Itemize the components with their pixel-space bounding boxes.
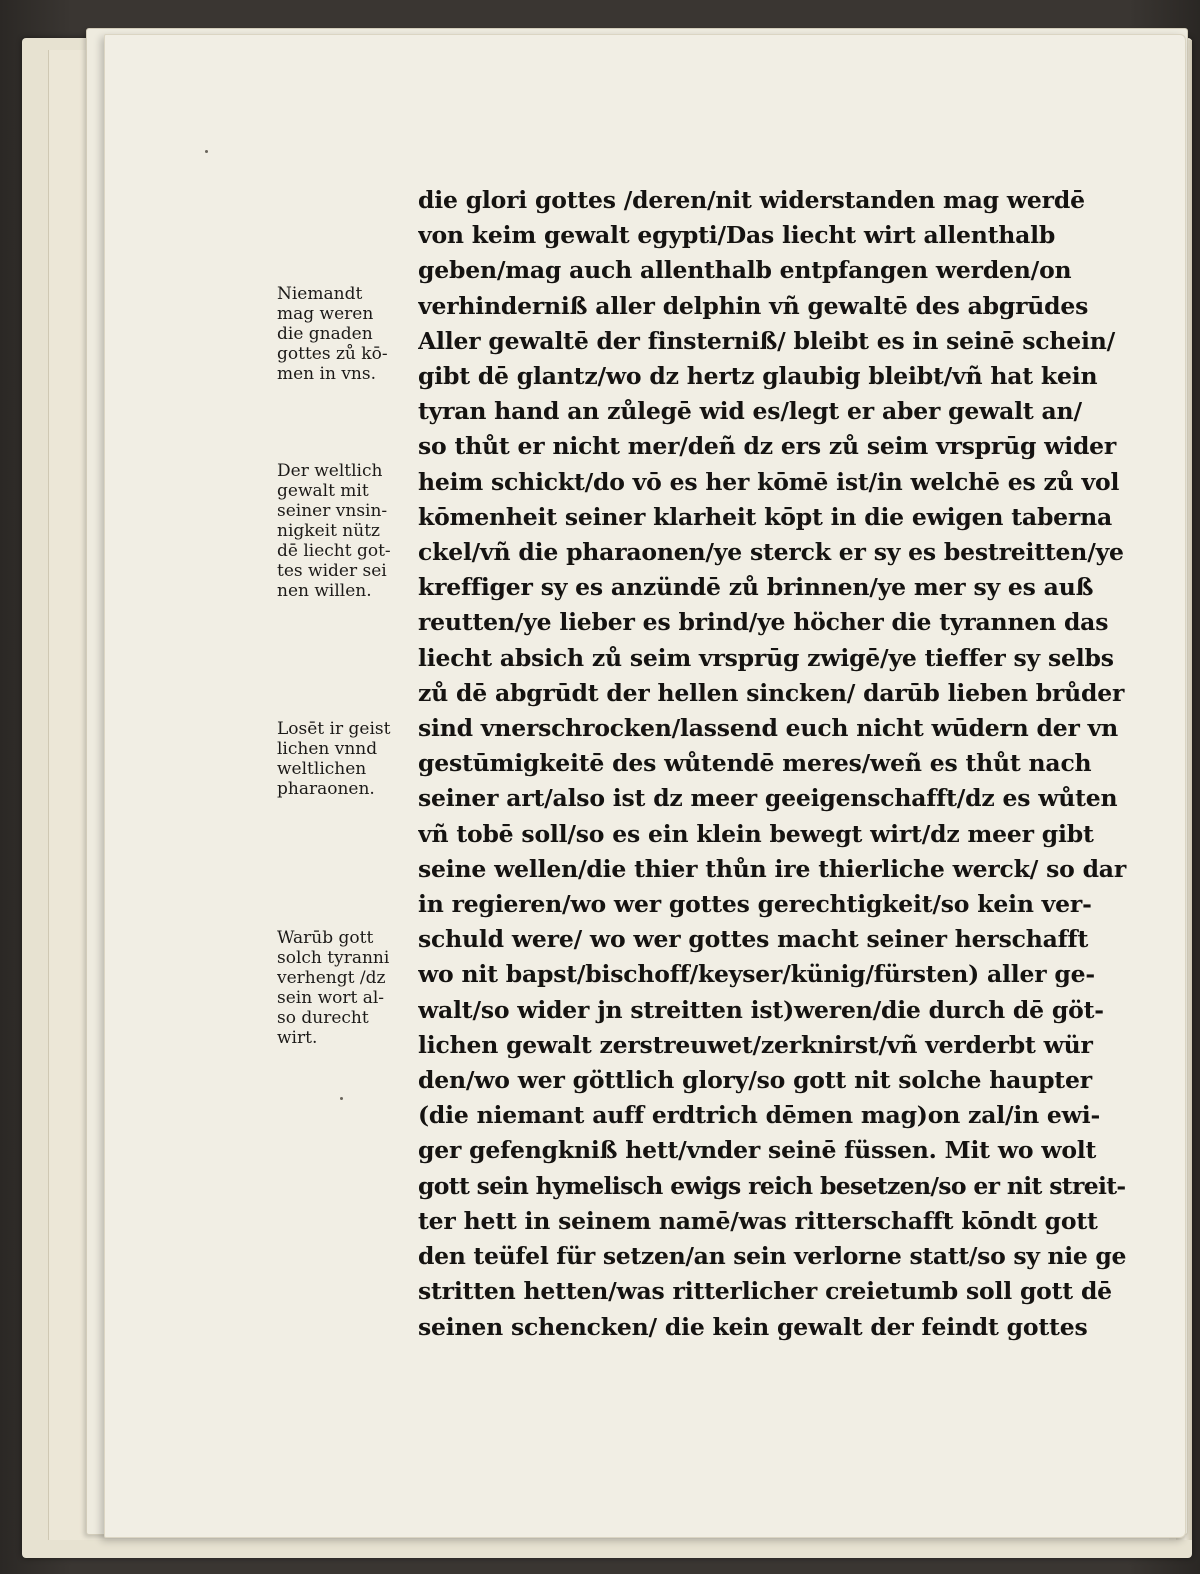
text-line: den/wo wer göttlich glory/so gott nit solche haupter <box>418 1066 1092 1095</box>
text-line: in regieren/wo wer gottes gerechtigkeit/so kein ver- <box>418 890 1092 919</box>
marginal-note-line: gewalt mit <box>277 481 369 501</box>
text-line: reutten/ye lieber es brind/ye höcher die tyrannen das <box>418 608 1109 637</box>
text-line: verhinderniß aller delphin vñ gewaltē des abgrūdes <box>418 291 1089 320</box>
text-line: wo nit bapst/bischoff/keyser/künig/fürsten) aller ge- <box>418 960 1095 989</box>
marginal-note-line: nigkeit nütz <box>277 521 380 541</box>
text-line: seinen schencken/ die kein gewalt der feindt gottes <box>418 1312 1088 1341</box>
marginal-note-line: seiner vnsin- <box>277 501 388 521</box>
text-line: gibt dē glantz/wo dz hertz glaubig bleibt/vñ hat kein <box>418 362 1098 391</box>
text-line: zů dē abgrūdt der hellen sincken/ darūb lieben brůder <box>418 678 1125 707</box>
marginal-note-line: so durecht <box>277 1008 369 1028</box>
marginal-note-line: verhengt /dz <box>277 968 386 988</box>
text-line: von keim gewalt egypti/Das liecht wirt allenthalb <box>418 221 1056 250</box>
marginal-note-4 <box>277 928 407 1048</box>
text-line: geben/mag auch allenthalb entpfangen werden/on <box>418 256 1072 285</box>
marginal-note-line: tes wider sei <box>277 561 387 581</box>
main-text-block <box>418 183 1128 1345</box>
text-line: den teüfel für setzen/an sein verlorne statt/so sy nie ge <box>418 1242 1127 1271</box>
marginal-note-line: men in vns. <box>277 364 377 384</box>
text-line: ckel/vñ die pharaonen/ye sterck er sy es bestreitten/ye <box>418 538 1124 567</box>
text-line: lichen gewalt zerstreuwet/zerknirst/vñ verderbt wür <box>418 1030 1093 1059</box>
marginal-note-line: Losēt ir geist <box>277 719 391 739</box>
marginal-note-1 <box>277 284 407 384</box>
marginal-note-line: Warūb gott <box>277 928 374 948</box>
text-line: stritten hetten/was ritterlicher creietumb soll gott dē <box>418 1277 1112 1306</box>
text-line: heim schickt/do vō es her kōmē ist/in welchē es zů vol <box>418 467 1120 496</box>
marginal-note-line: gottes zů kō- <box>277 344 388 364</box>
marginal-note-line: wirt. <box>277 1028 318 1048</box>
marginal-note-line: nen willen. <box>277 581 372 601</box>
text-line: schuld were/ wo wer gottes macht seiner herschafft <box>418 925 1089 954</box>
paper-speck <box>340 1097 343 1100</box>
marginal-note-line: pharaonen. <box>277 779 375 799</box>
marginal-note-2 <box>277 461 407 601</box>
marginal-note-line: dē liecht got- <box>277 541 391 561</box>
text-line: gott sein hymelisch ewigs reich besetzen/so er nit streit- <box>418 1171 1126 1200</box>
marginal-note-line: sein wort al- <box>277 988 385 1008</box>
text-line: sind vnerschrocken/lassend euch nicht wūdern der vn <box>418 714 1118 743</box>
marginal-note-line: Der weltlich <box>277 461 383 481</box>
marginal-note-line: lichen vnnd <box>277 739 378 759</box>
text-line: seiner art/also ist dz meer geeigenschafft/dz es wůten <box>418 784 1118 813</box>
marginal-note-line: solch tyranni <box>277 948 390 968</box>
text-line: kōmenheit seiner klarheit kōpt in die ewigen taberna <box>418 502 1113 531</box>
marginal-note-line: weltlichen <box>277 759 367 779</box>
text-line: kreffiger sy es anzündē zů brinnen/ye mer sy es auß <box>418 573 1094 602</box>
text-line: gestūmigkeitē des wůtendē meres/weñ es thůt nach <box>418 749 1092 778</box>
text-line: (die niemant auff erdtrich dēmen mag)on zal/in ewi- <box>418 1101 1100 1130</box>
text-line: seine wellen/die thier thůn ire thierliche werck/ so dar <box>418 854 1127 883</box>
text-line: tyran hand an zůlegē wid es/legt er aber gewalt an/ <box>418 397 1082 426</box>
text-line: die glori gottes /deren/nit widerstanden mag werdē <box>418 186 1085 214</box>
marginal-note-line: die gnaden <box>277 324 373 344</box>
text-line: ter hett in seinem namē/was ritterschafft kōndt gott <box>418 1206 1098 1235</box>
text-line: so thůt er nicht mer/deñ dz ers zů seim vrsprūg wider <box>418 432 1117 461</box>
marginal-note-3 <box>277 719 407 799</box>
text-line: Aller gewaltē der finsterniß/ bleibt es in seinē schein/ <box>418 326 1116 355</box>
marginal-note-line: Niemandt <box>277 284 363 304</box>
text-line: vñ tobē soll/so es ein klein bewegt wirt/dz meer gibt <box>418 819 1094 848</box>
text-line: ger gefengkniß hett/vnder seinē füssen. Mit wo wolt <box>418 1136 1097 1165</box>
text-line: walt/so wider jn streitten ist)weren/die durch dē göt- <box>418 995 1104 1024</box>
paper-speck <box>205 150 208 153</box>
marginal-note-line: mag weren <box>277 304 374 324</box>
text-line: liecht absich zů seim vrsprūg zwigē/ye tieffer sy selbs <box>418 643 1114 672</box>
